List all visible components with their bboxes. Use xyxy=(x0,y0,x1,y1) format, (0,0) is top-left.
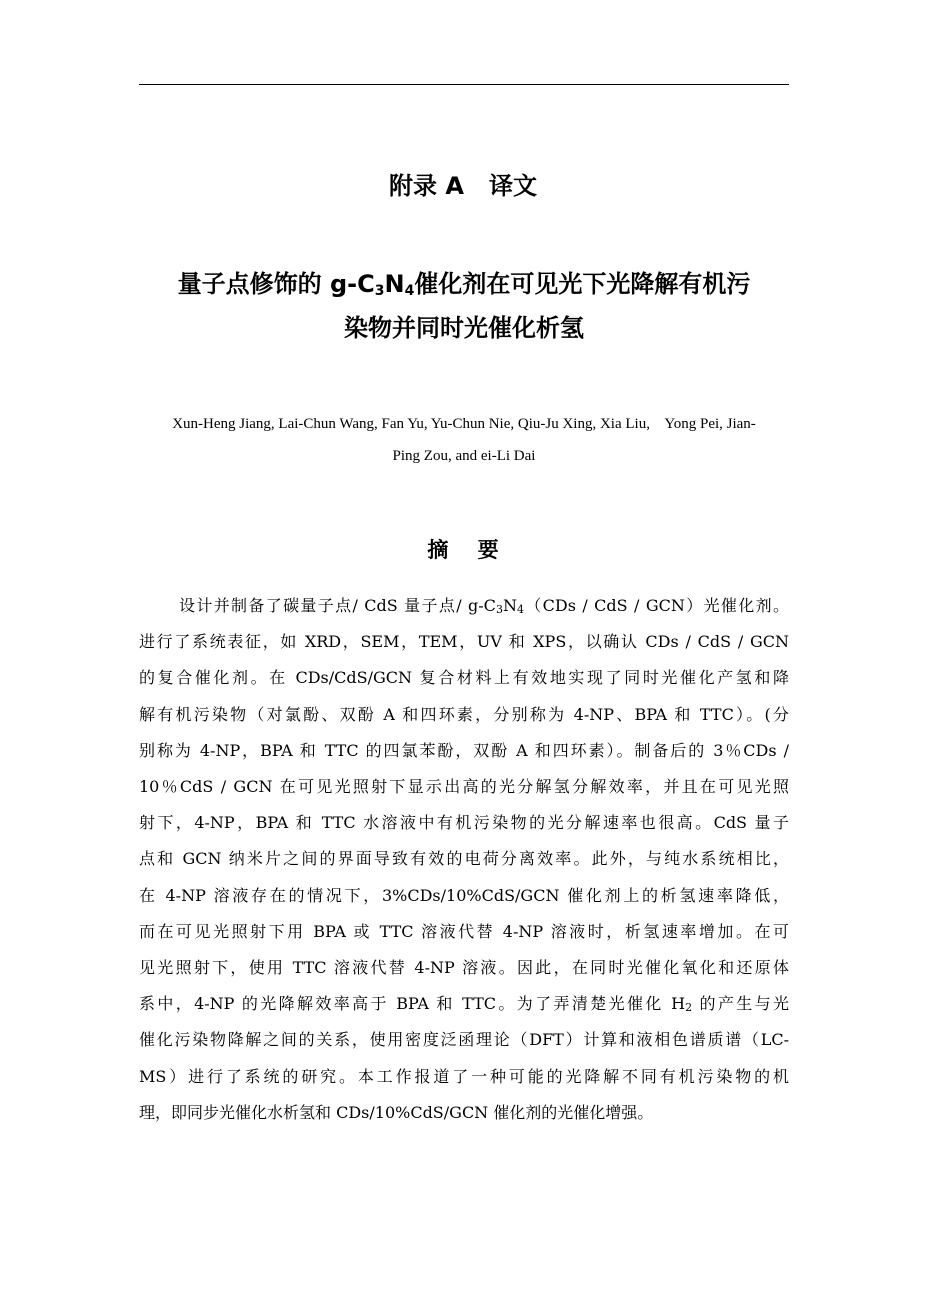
abstract-line xyxy=(139,986,789,1022)
abstract-text: （CDs / CdS / GCN）光催化剂。 xyxy=(523,596,789,615)
author-line: Ping Zou, and ei-Li Dai xyxy=(392,448,536,464)
abstract-text: 设计并制备了碳量子点/ CdS 量子点/ g-C xyxy=(179,596,496,615)
abstract-line: 10％CdS / GCN 在可见光照射下显示出高的光分解氢分解效率，并且在可见光照 xyxy=(139,777,789,797)
header-rule xyxy=(139,84,789,85)
paper-title-text-a: 量子点修饰的 g-C xyxy=(177,270,375,298)
abstract-line: 进行了系统表征，如 XRD，SEM，TEM，UV 和 XPS，以确认 CDs / CdS / GCN xyxy=(139,632,789,652)
abstract-line: 点和 GCN 纳米片之间的界面导致有效的电荷分离效率。此外，与纯水系统相比， xyxy=(139,849,789,869)
abstract-line: 催化污染物降解之间的关系，使用密度泛函理论（DFT）计算和液相色谱质谱（LC- xyxy=(139,1030,789,1050)
abstract-line: MS）进行了系统的研究。本工作报道了一种可能的光降解不同有机污染物的机 xyxy=(139,1066,789,1086)
subscript: 4 xyxy=(516,603,524,616)
author-list xyxy=(139,408,789,472)
author-line: Xun-Heng Jiang, Lai-Chun Wang, Fan Yu, Yu-Chun Nie, Qiu-Ju Xing, Xia Liu, Yong Pei, Jian- xyxy=(172,416,756,432)
subscript: 3 xyxy=(495,603,503,616)
abstract-heading: 摘 要 xyxy=(427,538,499,562)
subscript: 4 xyxy=(404,283,415,299)
abstract-line: 的复合催化剂。在 CDs/CdS/GCN 复合材料上有效地实现了同时光催化产氢和降 xyxy=(139,668,789,688)
abstract-line: 见光照射下，使用 TTC 溶液代替 4-NP 溶液。因此，在同时光催化氧化和还原体 xyxy=(139,958,789,978)
subscript: 2 xyxy=(685,1001,693,1015)
abstract-line: 射下，4-NP，BPA 和 TTC 水溶液中有机污染物的光分解速率也很高。CdS 量子 xyxy=(139,813,789,833)
paper-title xyxy=(139,262,789,350)
abstract-text: 的产生与光 xyxy=(692,994,789,1014)
subscript: 3 xyxy=(374,283,385,299)
abstract-line: 理，即同步光催化水析氢和 CDs/10%CdS/GCN 催化剂的光催化增强。 xyxy=(139,1102,654,1122)
appendix-title: 附录 A 译文 xyxy=(389,172,537,200)
paper-title-line-1 xyxy=(139,262,789,306)
abstract-line: 解有机污染物（对氯酚、双酚 A 和四环素，分别称为 4-NP、BPA 和 TTC）。(分 xyxy=(139,704,789,724)
abstract-line xyxy=(139,588,789,624)
abstract-line: 别称为 4-NP，BPA 和 TTC 的四氯苯酚，双酚 A 和四环素）。制备后的 3％CDs / xyxy=(139,740,789,760)
abstract-body xyxy=(139,588,789,1131)
paper-title-text-b: N xyxy=(384,270,405,298)
paper-title-line-2: 染物并同时光催化析氢 xyxy=(344,314,584,342)
abstract-line: 而在可见光照射下用 BPA 或 TTC 溶液代替 4-NP 溶液时，析氢速率增加。在可 xyxy=(139,921,789,941)
abstract-line: 在 4-NP 溶液存在的情况下，3%CDs/10%CdS/GCN 催化剂上的析氢速率降低， xyxy=(139,885,789,905)
paper-title-text-c: 催化剂在可见光下光降解有机污 xyxy=(414,270,751,298)
abstract-text: 系中，4-NP 的光降解效率高于 BPA 和 TTC。为了弄清楚光催化 H xyxy=(139,994,686,1014)
abstract-text: N xyxy=(502,596,517,615)
